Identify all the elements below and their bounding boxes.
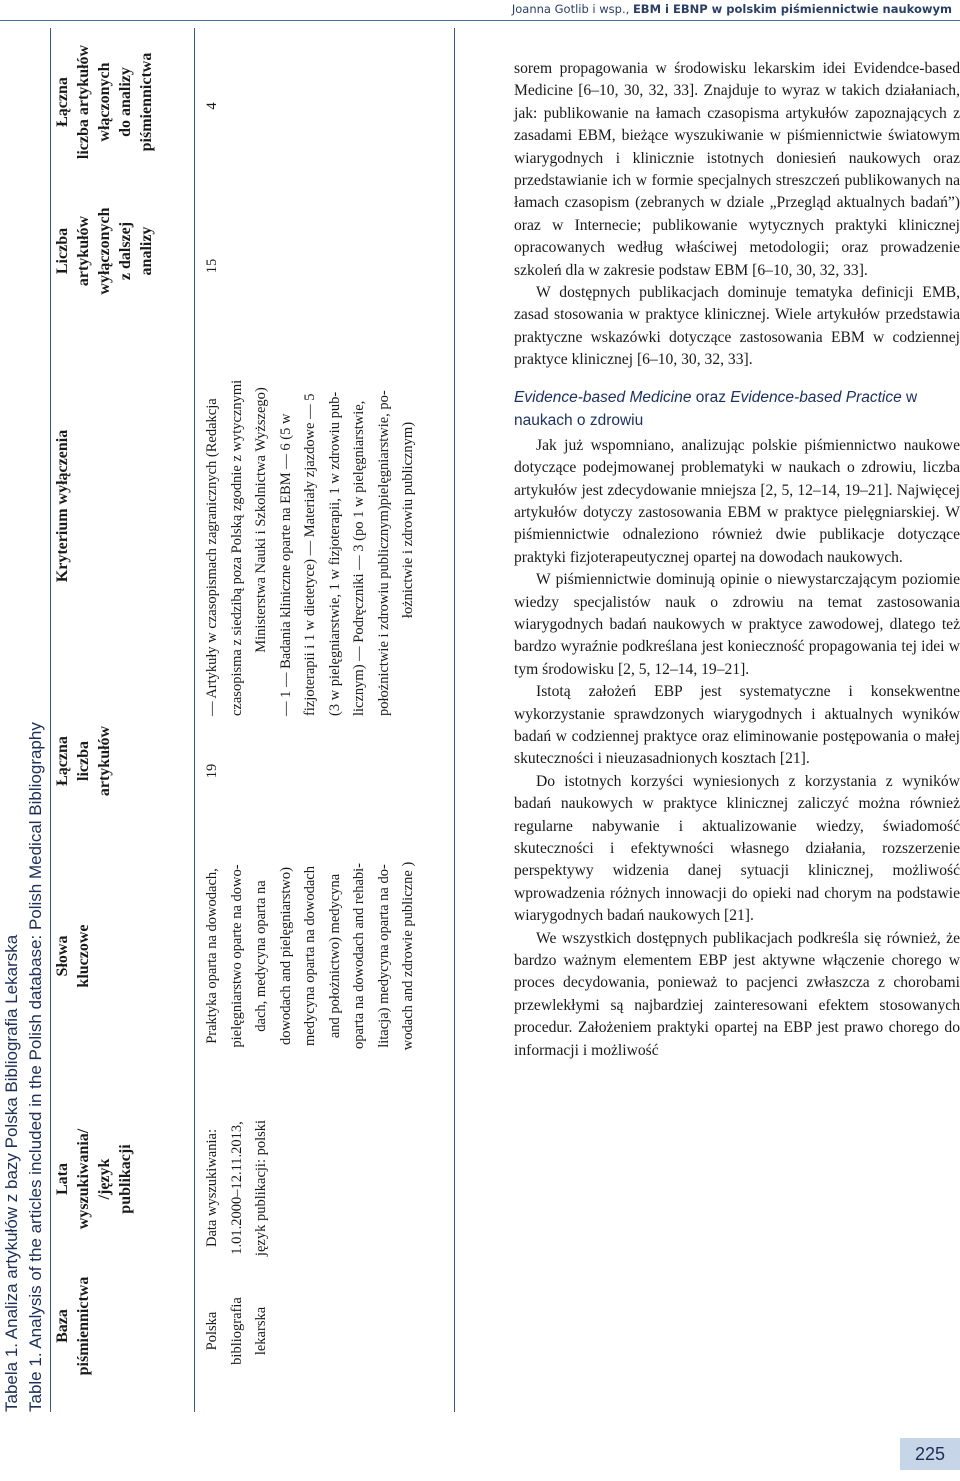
- table-top-rule: [50, 28, 51, 1412]
- section-heading: Evidence-based Medicine oraz Evidence-based Practice w naukach o zdrowiu: [514, 388, 918, 429]
- cell-total: 19: [204, 763, 220, 779]
- running-head: [512, 2, 952, 16]
- header-years: Lata wyszukiwania/ /język publikacji: [54, 1128, 134, 1230]
- table-caption-en: Table 1. Analysis of the articles included in the Polish database: Polish Medical Bibliography: [26, 722, 45, 1412]
- rotated-table-region: [0, 28, 480, 1476]
- running-head-authors: Joanna Gotlib i wsp.: [511, 2, 626, 16]
- cell-included: 4: [204, 102, 220, 110]
- paragraph-7: We wszystkich dostępnych publikacjach podkreśla się również, że bardzo ważnym elementem EBP jest aktywne włączenie chorego w proces decydowania, ponieważ to pacjenci zwłaszcza z chorobami przewlekłymi są najbardziej zainteresowani efektem stosowanych procedur. Założeniem praktyki opartej na EBP jest prawo chorego do informacji i możliwość: [514, 929, 960, 1059]
- cell-years: Data wyszukiwania: 1.01.2000–12.11.2013, język publikacji: polski: [204, 1119, 269, 1257]
- running-head-rule: [0, 20, 960, 21]
- header-total: Łączna liczba artykułów: [54, 725, 113, 797]
- paragraph-6: Do istotnych korzyści wyniesionych z korzystania z wyników badań naukowych w praktyce klinicznej zaliczyć można również regularne nabywanie i aktualizowanie wiedzy, świadomość skuteczności i efektywności własnego działania, rozszerzenie perspektywy widzenia danej sytuacji klinicznej, możliwość wprowadzenia różnych innowacji do opieki nad chorym na podstawie wiarygodnych badań naukowych [21].: [514, 772, 960, 925]
- table-1: [0, 28, 480, 1476]
- header-keywords: Słowa kluczowe: [54, 924, 92, 988]
- paragraph-2: W dostępnych publikacjach dominuje tematyka definicji EMB, zasad stosowania w praktyce klinicznej. Wiele artykułów przedstawia praktyczne wskazówki dotyczące zastosowania EBM w codziennej praktyce klinicznej [6–10, 30, 32, 33].: [514, 284, 960, 369]
- paragraph-3: Jak już wspomniano, analizując polskie piśmiennictwo naukowe dotyczące podejmowanej problematyki w naukach o zdrowiu, liczba artykułów jest zdecydowanie mniejsza [2, 5, 12–14, 19–21]. Najwięcej artykułów dotyczy zastosowania EBM w praktyce pielęgniarskiej. W piśmiennictwie odnaleziono również dwie publikacje dotyczące praktyki fizjoterapeutycznej opartej na dowodach naukowych.: [514, 436, 960, 566]
- table-bottom-rule: [454, 28, 455, 1412]
- paragraph-5: Istotą założeń EBP jest systematyczne i konsekwentne wykorzystanie sprawdzonych wiarygodnych i aktualnych wyników badań w codziennej praktyce oraz eliminowanie postępowania o małej skuteczności i nieuzasadnionych kosztach [21].: [514, 683, 960, 768]
- header-exclusion-criteria: Kryterium wyłączenia: [54, 429, 71, 583]
- page-number: 225: [900, 1438, 960, 1470]
- body-text-column: [514, 58, 960, 1062]
- running-head-title: EBM i EBNP w polskim piśmiennictwie naukowym: [632, 2, 952, 16]
- table-header-rule: [194, 28, 195, 1412]
- cell-database: Polska bibliografia lekarska: [204, 1297, 269, 1365]
- cell-exclusion-criteria: — Artykuły w czasopismach zagranicznych (Redakcja czasopisma z siedzibą poza Polską zgodnie z wytycznymi Ministerstwa Nauki i Szkolnictwa Wyższego) — 1 — Badania kliniczne oparte na EBM — 6 (5 w fizjoterapii i 1 w dietetyce) — Materiały zjazdowe — 5 (3 w pielęgniarstwie, 1 w fizjoterapii, 1 w zdrowiu pub- licznym) — Podręczniki — 3 (po 1 w pielęgniarstwie, położnictwie i zdrowiu publicznym)pielęgniarstwie, po- łożnictwie i zdrowiu publicznym): [204, 379, 416, 716]
- paragraph-4: W piśmiennictwie dominują opinie o niewystarczającym poziomie wiedzy specjalistów nauk o zdrowiu na temat zastosowania wiarygodnych badań naukowych w praktyce zawodowej, dlatego też bardzo wyraźnie podkreślana jest konieczność propagowania tej idei w tym środowisku [2, 5, 12–14, 19–21].: [514, 571, 960, 678]
- table-caption-pl: Tabela 1. Analiza artykułów z bazy Polska Bibliografia Lekarska: [2, 934, 21, 1412]
- running-head-separator: ,: [625, 2, 633, 16]
- header-database: Baza piśmiennictwa: [54, 1276, 92, 1376]
- cell-keywords: Praktyka oparta na dowodach, pielęgniarstwo oparte na dowo- dach, medycyna oparta na dowodach and pielęgniarstwo) medycyna oparta na dowodach and położnictwo) medycyna oparta na dowodach and rehabi- litacja) medycyna oparta na do- wodach and zdrowie publiczne ): [204, 861, 416, 1051]
- paragraph-1: sorem propagowania w środowisku lekarskim idei Evidendce-based Medicine [6–10, 30, 32, 33]. Znajduje to wyraz w takich działaniach, jak: publikowanie na łamach czasopisma artykułów zapoznających z zasadami EBM, bieżące wyszukiwanie w piśmiennictwie światowym wiarygodnych i klinicznie istotnych doniesień naukowych oraz przedstawianie ich w formie specjalnych streszczeń publikowanych na łamach czasopism (zebranych w dziale „Przegląd aktualnych badań”) oraz w Internecie; publikowanie wytycznych praktyki klinicznej opracowanych według właściwej metodologii; oraz prowadzenie szkoleń dla w zakresie podstaw EBM [6–10, 30, 32, 33].: [514, 60, 960, 279]
- cell-excluded: 15: [204, 258, 220, 274]
- header-excluded: Liczba artykułów wyłączonych z dalszej analizy: [54, 207, 155, 295]
- header-included: Łączna liczba artykułów włączonych do analizy piśmiennictwa: [54, 44, 155, 160]
